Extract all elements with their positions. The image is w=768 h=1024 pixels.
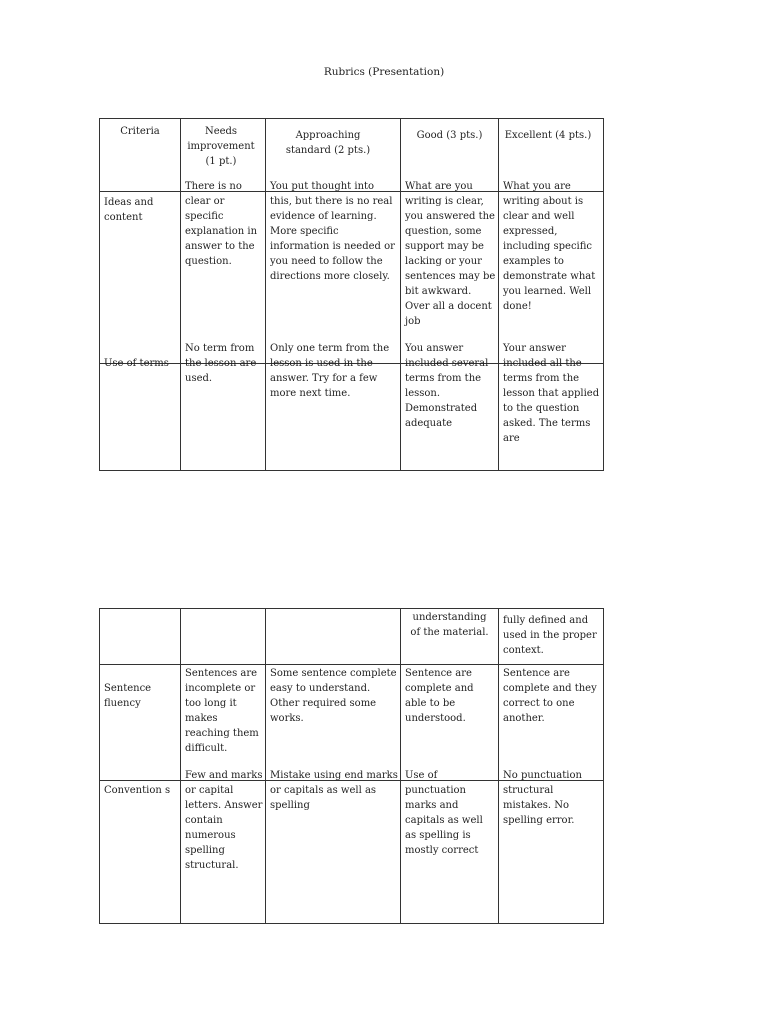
criterion-cell: Use of terms — [100, 364, 181, 471]
needs-cell: Sentences are incomplete or too long it makes reaching them difficult. — [181, 665, 266, 781]
excellent-cell: Your answer included all the terms from the lesson that applied to the question asked. The terms are — [499, 364, 604, 471]
approaching-cell — [266, 609, 401, 665]
needs-cell: Few and marks or capital letters. Answer contain numerous spelling structural. — [181, 781, 266, 924]
good-cell: understanding of the material. — [401, 609, 499, 665]
needs-cell: No term from the lesson are used. — [181, 364, 266, 471]
good-cell: You answer included several terms from the lesson. Demonstrated adequate — [401, 364, 499, 471]
good-cell: What are you writing is clear, you answered the question, some support may be lacking or your sentences may be bit awkward. Over all a docent job — [401, 192, 499, 364]
rubric-table-2 — [99, 608, 604, 924]
criterion-cell: Convention s — [100, 781, 181, 924]
excellent-cell: No punctuation structural mistakes. No spelling error. — [499, 781, 604, 924]
table-row — [100, 609, 604, 665]
approaching-cell: Some sentence complete easy to understand. Other required some works. — [266, 665, 401, 781]
criterion-cell: Ideas and content — [100, 192, 181, 364]
header-cell-good: Good (3 pts.) — [401, 119, 499, 192]
criterion-cell — [100, 609, 181, 665]
page-title: Rubrics (Presentation) — [323, 66, 445, 78]
approaching-cell: You put thought into this, but there is no real evidence of learning. More specific information is needed or you need to follow the directions more closely. — [266, 192, 401, 364]
good-cell: Use of punctuation marks and capitals as well as spelling is mostly correct — [401, 781, 499, 924]
needs-cell: There is no clear or specific explanation in answer to the question. — [181, 192, 266, 364]
rubric-table-1 — [99, 118, 604, 471]
excellent-cell: fully defined and used in the proper context. — [499, 609, 604, 665]
header-cell-criteria: Criteria — [100, 119, 181, 192]
table-row — [100, 364, 604, 471]
needs-cell — [181, 609, 266, 665]
approaching-cell: Only one term from the lesson is used in the answer. Try for a few more next time. — [266, 364, 401, 471]
table-row — [100, 781, 604, 924]
header-cell-approaching: Approaching standard (2 pts.) — [266, 119, 401, 192]
criterion-cell: Sentence fluency — [100, 665, 181, 781]
approaching-cell: Mistake using end marks or capitals as well as spelling — [266, 781, 401, 924]
header-cell-excellent: Excellent (4 pts.) — [499, 119, 604, 192]
excellent-cell: Sentence are complete and they correct to one another. — [499, 665, 604, 781]
excellent-cell: What you are writing about is clear and well expressed, including specific examples to demonstrate what you learned. Well done! — [499, 192, 604, 364]
good-cell: Sentence are complete and able to be understood. — [401, 665, 499, 781]
table-row — [100, 665, 604, 781]
header-cell-needs: Needs improvement (1 pt.) — [181, 119, 266, 192]
table-row — [100, 192, 604, 364]
